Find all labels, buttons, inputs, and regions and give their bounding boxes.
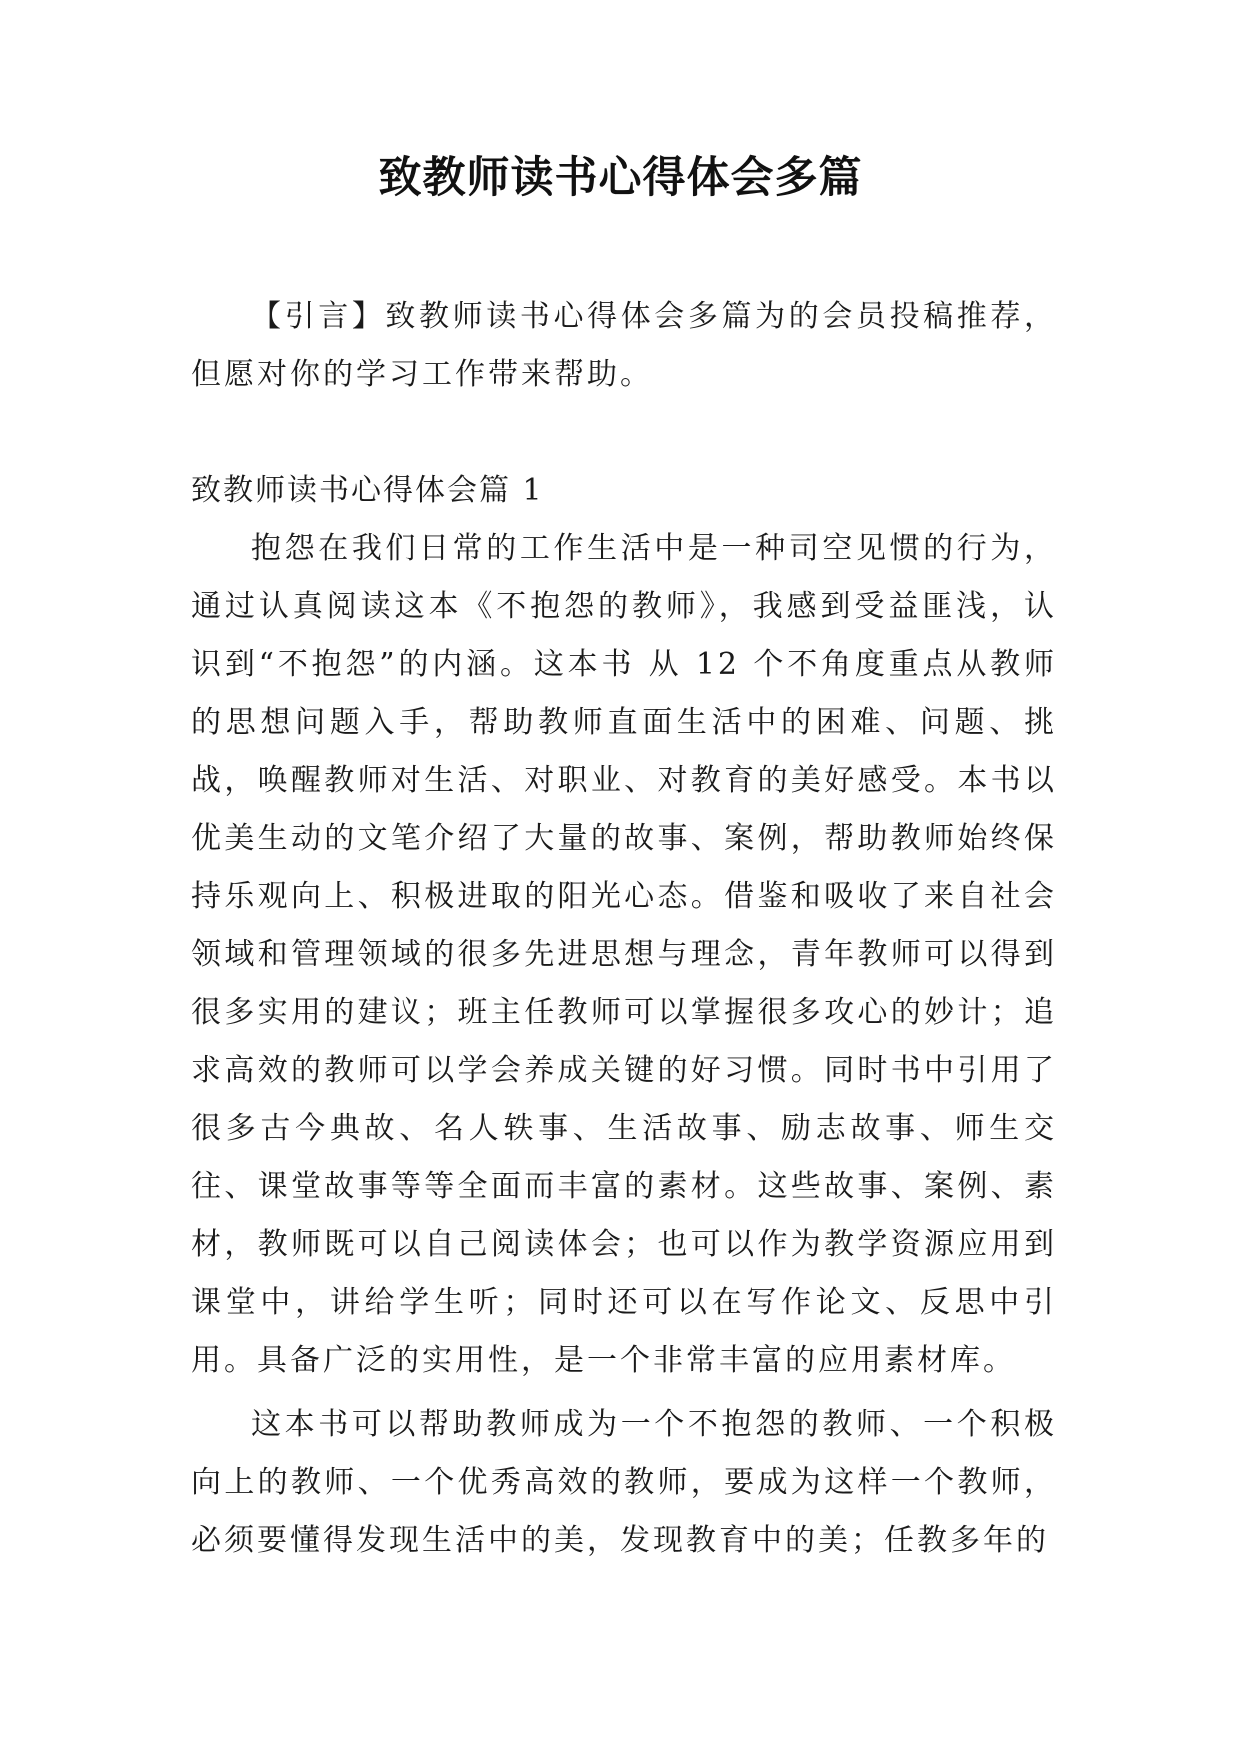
- body-paragraph-2: [191, 1396, 1057, 1570]
- intro-paragraph: [191, 288, 1057, 404]
- body-paragraph-1: [191, 520, 1057, 1390]
- paragraph-text: 抱怨在我们日常的工作生活中是一种司空见惯的行为，通过认真阅读这本《不抱怨的教师》，我感到受益匪浅，认识到“不抱怨”的内涵。这本书 从 12 个不角度重点从教师的思想问题入手，帮助教师直面生活中的困难、问题、挑战，唤醒教师对生活、对职业、对教育的美好感受。本书以优美生动的文笔介绍了大量的故事、案例，帮助教师始终保持乐观向上、积极进取的阳光心态。借鉴和吸收了来自社会领域和管理领域的很多先进思想与理念，青年教师可以得到很多实用的建议；班主任教师可以掌握很多攻心的妙计；追求高效的教师可以学会养成关键的好习惯。同时书中引用了很多古今典故、名人轶事、生活故事、励志故事、师生交往、课堂故事等等全面而丰富的素材。这些故事、案例、素材，教师既可以自己阅读体会；也可以作为教学资源应用到课堂中，讲给学生听；同时还可以在写作论文、反思中引用。具备广泛的实用性，是一个非常丰富的应用素材库。: [191, 531, 1057, 1378]
- section-heading: 致教师读书心得体会篇 1: [191, 473, 544, 508]
- document-title: 致教师读书心得体会多篇: [378, 153, 863, 203]
- intro-text: 【引言】致教师读书心得体会多篇为的会员投稿推荐，但愿对你的学习工作带来帮助。: [191, 299, 1057, 392]
- paragraph-text: 这本书可以帮助教师成为一个不抱怨的教师、一个积极向上的教师、一个优秀高效的教师，要成为这样一个教师，必须要懂得发现生活中的美，发现教育中的美；任教多年的: [191, 1407, 1057, 1558]
- section-heading-block: [191, 462, 1057, 520]
